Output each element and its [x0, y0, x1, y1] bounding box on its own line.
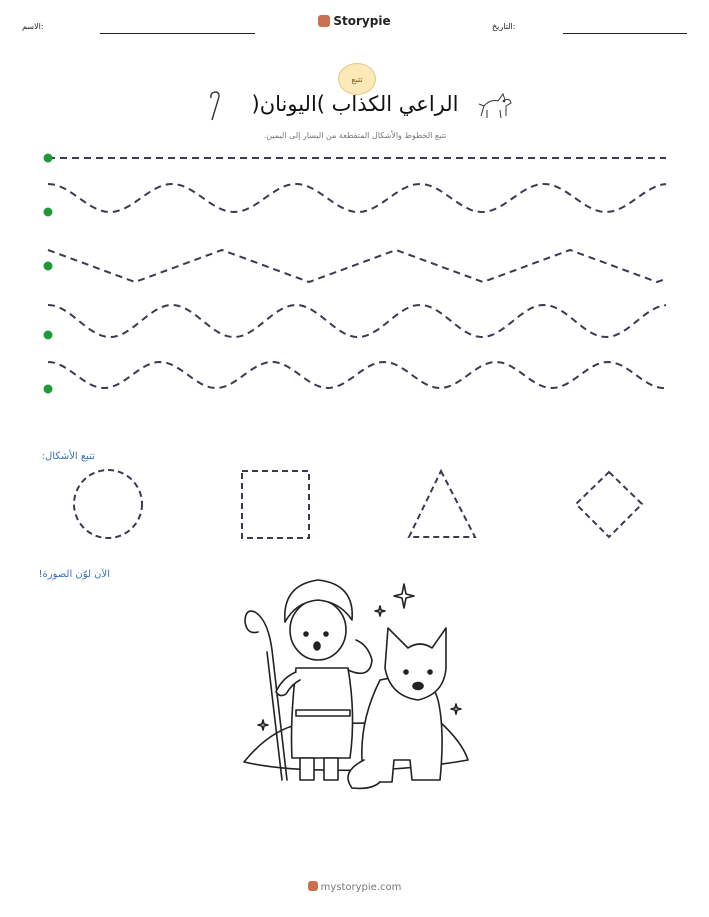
- name-label: الاسم:: [22, 22, 44, 31]
- brand: Storypie: [0, 14, 709, 28]
- trace-line-4[interactable]: [48, 305, 666, 337]
- trace-diamond[interactable]: [576, 472, 642, 537]
- page-title: الراعي الكذاب )اليونان(: [251, 92, 459, 116]
- trace-line-5[interactable]: [48, 362, 666, 388]
- trace-line-3[interactable]: [48, 250, 666, 282]
- start-dot-5: [44, 385, 53, 394]
- date-label: التاريخ:: [492, 22, 516, 31]
- tracing-lines: [44, 154, 667, 394]
- trace-shapes: [74, 470, 642, 538]
- start-dot-4: [44, 331, 53, 340]
- trace-badge: تتبع: [338, 63, 376, 95]
- start-dot-2: [44, 208, 53, 217]
- trace-triangle[interactable]: [409, 471, 475, 537]
- shapes-section-title: تتبع الأشكال:: [41, 451, 95, 462]
- wolf-icon: [479, 94, 511, 118]
- instructions: تتبع الخطوط والأشكال المتقطعة من اليسار إلى اليمين.: [263, 131, 447, 140]
- trace-line-2[interactable]: [48, 184, 666, 212]
- shepherd-staff-icon: [211, 92, 219, 120]
- shepherd-boy-and-wolf-illustration[interactable]: [244, 580, 468, 788]
- footer-site[interactable]: mystorypie.com: [320, 882, 402, 893]
- start-dot-1: [44, 154, 53, 163]
- color-section-title: الآن لوّن الصورة!: [38, 569, 110, 580]
- footer: [0, 881, 709, 893]
- storypie-footer-logo-icon: [308, 881, 318, 891]
- trace-circle[interactable]: [74, 470, 142, 538]
- start-dot-3: [44, 262, 53, 271]
- trace-square[interactable]: [242, 471, 309, 538]
